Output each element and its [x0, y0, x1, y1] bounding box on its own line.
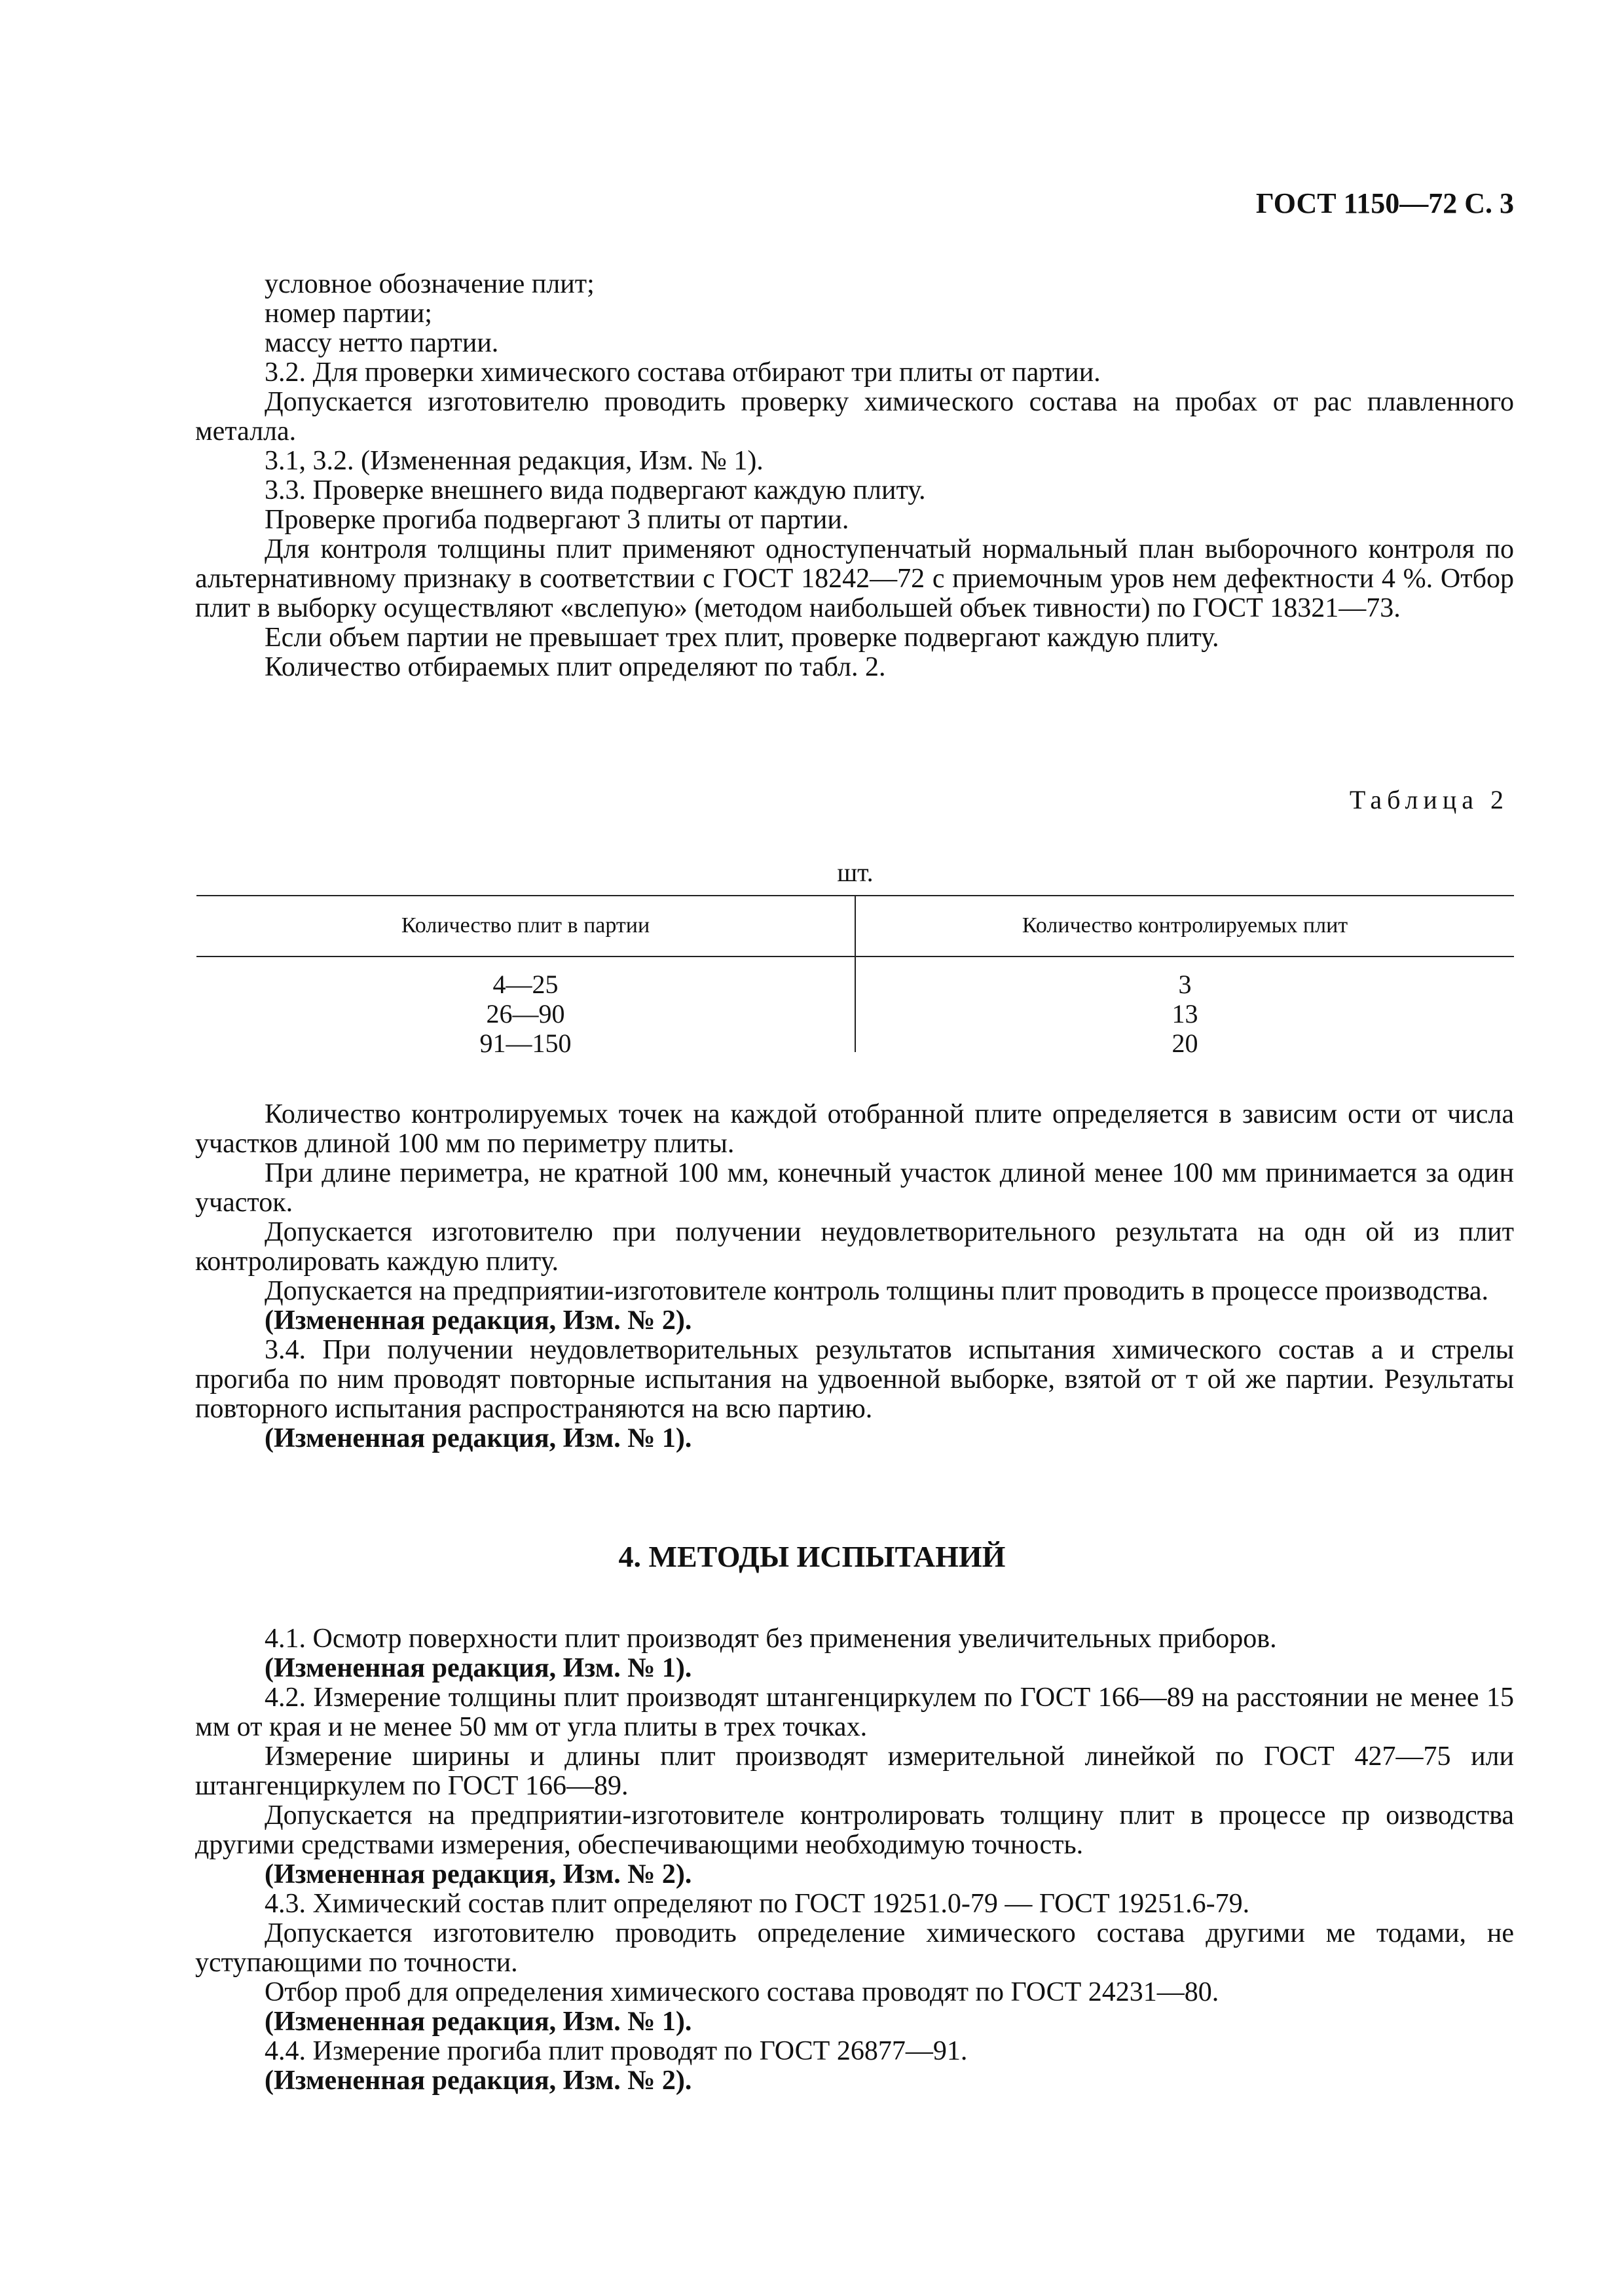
paragraph: Допускается изготовителю при получении неудовлетворительного результата на одн ой из плит контролировать каждую плиту. — [195, 1217, 1514, 1277]
paragraph: Для контроля толщины плит применяют одноступенчатый нормальный план выборочного контроля по альтернативному признаку в соответствии с ГОСТ 18242—72 с приемочным уров нем дефектности 4 %. Отбор плит в выборку осуществляют «вслепую» (методом наибольшей объек тивности) по ГОСТ 18321—73. — [195, 534, 1514, 623]
amendment-note: (Измененная редакция, Изм. № 2). — [265, 1305, 692, 1336]
paragraph: Измерение ширины и длины плит производят измерительной линейкой по ГОСТ 427—75 или штангенциркулем по ГОСТ 166—89. — [195, 1741, 1514, 1801]
amendment-note: (Измененная редакция, Изм. № 1). — [265, 1423, 692, 1453]
table-cell: 4—25 — [492, 970, 559, 999]
table-units: шт. — [837, 858, 874, 887]
paragraph: Отбор проб для определения химического состава проводят по ГОСТ 24231—80. — [265, 1977, 1219, 2007]
text-block-b — [195, 1100, 1514, 1453]
paragraph: 4.4. Измерение прогиба плит проводят по ГОСТ 26877—91. — [265, 2036, 968, 2066]
paragraph: Количество отбираемых плит определяют по табл. 2. — [265, 652, 886, 682]
paragraph: Если объем партии не превышает трех плит, проверке подвергают каждую плиту. — [265, 623, 1219, 653]
table-cell: 20 — [1172, 1029, 1198, 1058]
paragraph: Проверке прогиба подвергают 3 плиты от партии. — [265, 505, 849, 535]
paragraph: 3.2. Для проверки химического состава отбирают три плиты от партии. — [265, 357, 1101, 388]
text-block-a — [195, 270, 1514, 682]
table-header-lots: Количество плит в партии — [401, 913, 650, 938]
paragraph: Количество контролируемых точек на каждой отобранной плите определяется в зависим ости от числа участков длиной 100 мм по периметру плиты. — [195, 1099, 1514, 1159]
paragraph: Допускается изготовителю проводить определение химического состава другими ме тодами, не уступающими по точности. — [195, 1918, 1514, 1978]
amendment-note: (Измененная редакция, Изм. № 2). — [265, 1859, 692, 1889]
table-2 — [196, 895, 1514, 1058]
table-cell: 13 — [1172, 999, 1198, 1029]
paragraph: 3.4. При получении неудовлетворительных результатов испытания химического состав а и стрелы прогиба по ним проводят повторные испытания на удвоенной выборке, взятой от т ой же партии. Результаты повторного испытания распространяются на всю партию. — [195, 1335, 1514, 1424]
amendment-note: (Измененная редакция, Изм. № 2). — [265, 2066, 692, 2096]
amendment-note: (Измененная редакция, Изм. № 1). — [265, 1653, 692, 1683]
paragraph: Допускается на предприятии-изготовителе контроль толщины плит проводить в процессе производства. — [265, 1276, 1489, 1306]
table-cell: 91—150 — [479, 1029, 572, 1058]
amendment-note: (Измененная редакция, Изм. № 1). — [265, 2007, 692, 2037]
paragraph: 3.3. Проверке внешнего вида подвергают каждую плиту. — [265, 475, 926, 505]
paragraph: При длине периметра, не кратной 100 мм, конечный участок длиной менее 100 мм принимается за один участок. — [195, 1158, 1514, 1218]
table-cell: 26—90 — [486, 999, 565, 1029]
paragraph: Допускается изготовителю проводить проверку химического состава на пробах от рас плавленного металла. — [195, 387, 1514, 446]
text-block-c — [195, 1624, 1514, 2096]
table-cell: 3 — [1178, 970, 1192, 999]
paragraph: 4.3. Химический состав плит определяют по ГОСТ 19251.0-79 — ГОСТ 19251.6-79. — [265, 1889, 1250, 1919]
paragraph: Допускается на предприятии-изготовителе контролировать толщину плит в процессе пр оизводства другими средствами измерения, обеспечивающими необходимую точность. — [195, 1800, 1514, 1860]
section-title: 4. МЕТОДЫ ИСПЫТАНИЙ — [618, 1540, 1006, 1573]
table-caption: Таблица 2 — [1349, 785, 1509, 814]
paragraph: 3.1, 3.2. (Измененная редакция, Изм. № 1). — [265, 446, 764, 476]
paragraph: условное обозначение плит; — [265, 269, 595, 299]
paragraph: массу нетто партии. — [265, 328, 499, 358]
table-column-lots — [196, 970, 855, 1058]
table-header-checked: Количество контролируемых плит — [1022, 913, 1348, 938]
paragraph: 4.1. Осмотр поверхности плит производят без применения увеличительных приборов. — [265, 1624, 1277, 1654]
page-header: ГОСТ 1150—72 С. 3 — [1255, 187, 1514, 219]
paragraph: номер партии; — [265, 299, 432, 329]
table-column-checked — [856, 970, 1514, 1058]
paragraph: 4.2. Измерение толщины плит производят штангенциркулем по ГОСТ 166—89 на расстоянии не менее 15 мм от края и не менее 50 мм от угла плиты в трех точках. — [195, 1683, 1514, 1742]
